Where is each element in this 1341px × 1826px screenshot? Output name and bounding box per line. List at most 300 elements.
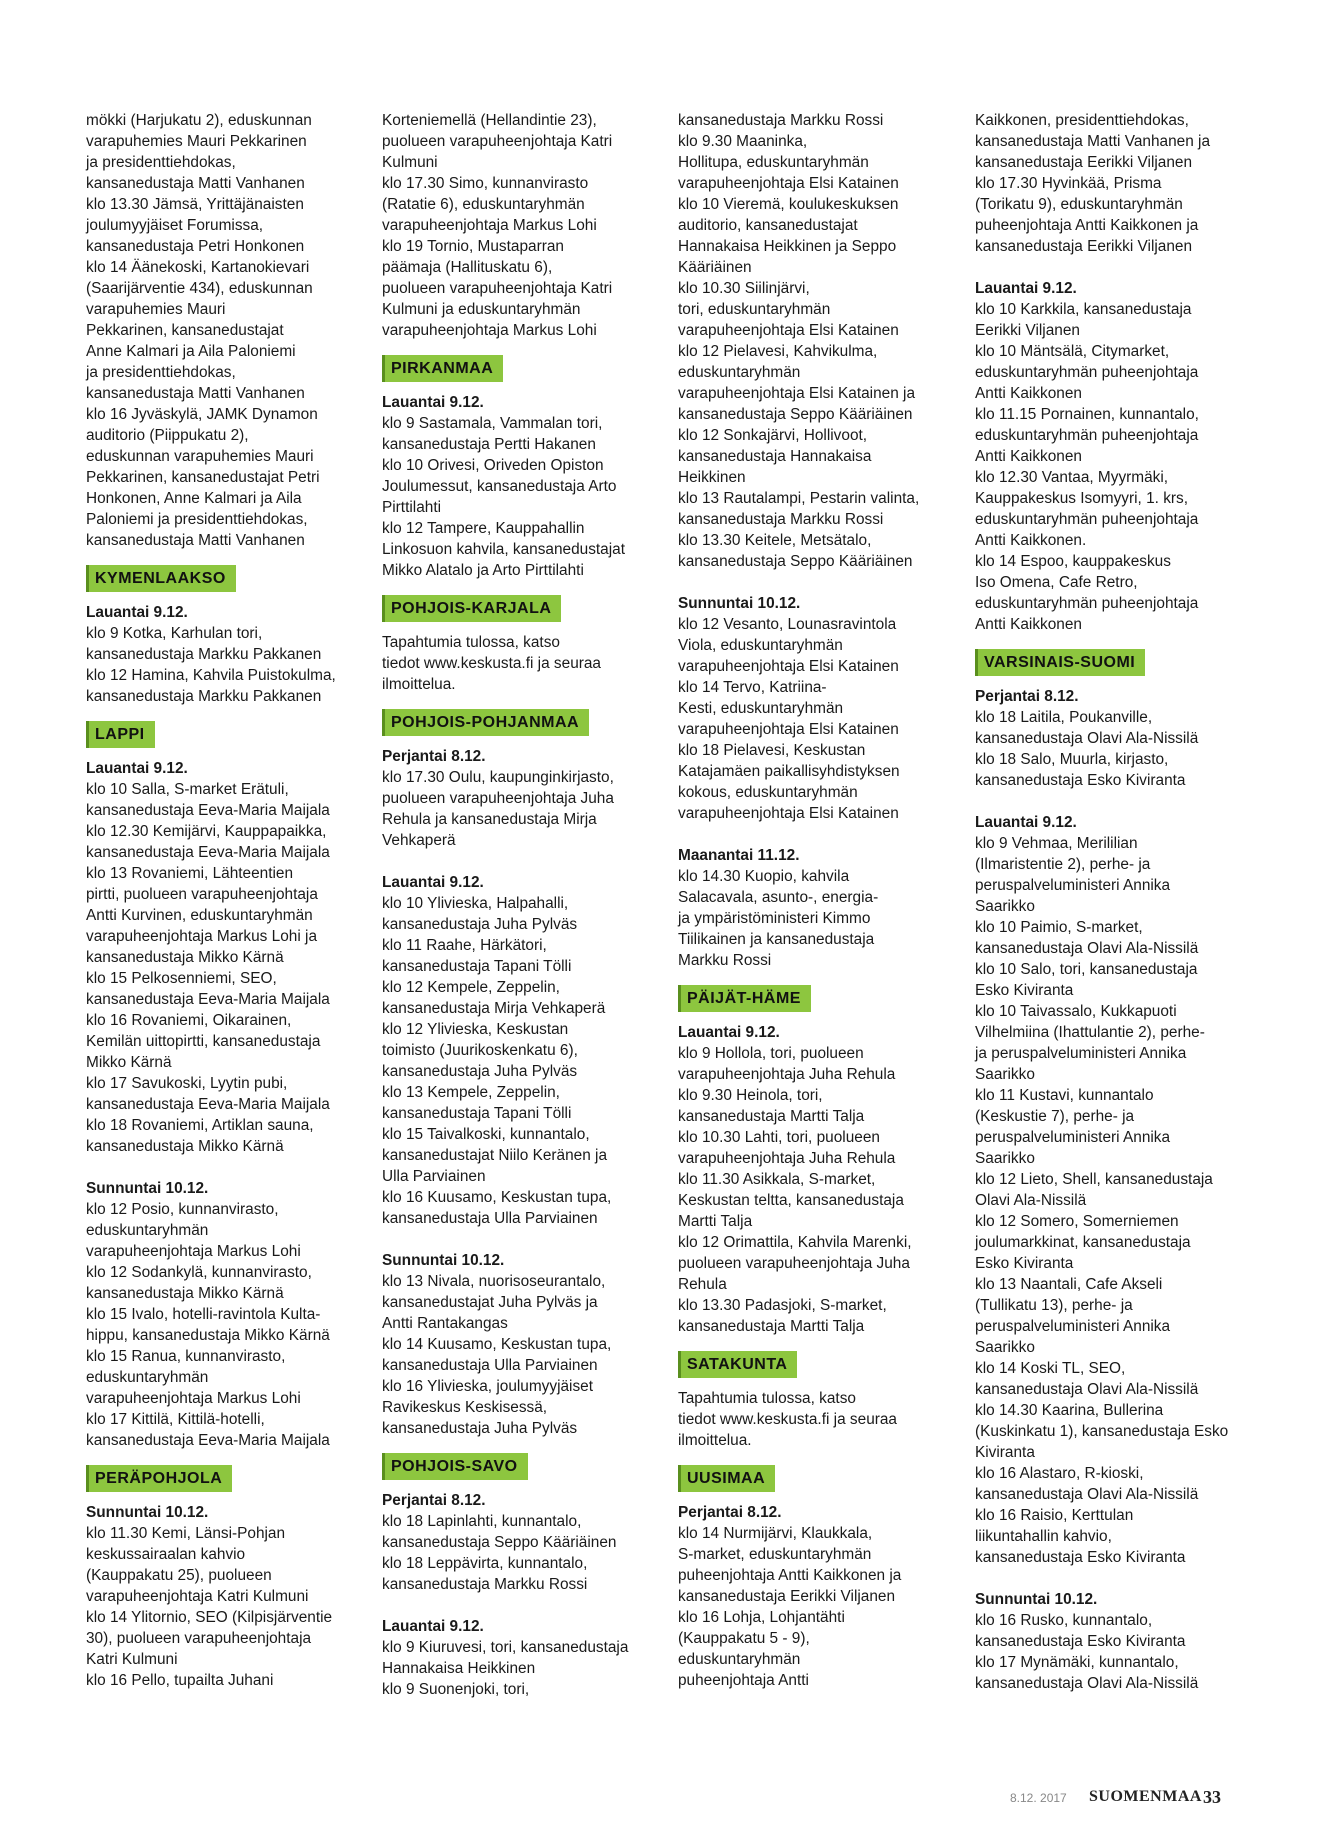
event-line: (Ratatie 6), eduskuntaryhmän xyxy=(382,196,585,213)
event-line: klo 17.30 Hyvinkää, Prisma xyxy=(975,175,1162,192)
event-line: kansanedustaja Martti Talja xyxy=(678,1108,865,1125)
event-line: kansanedustajat Juha Pylväs ja xyxy=(382,1294,598,1311)
event-line: klo 10 Ylivieska, Halpahalli, xyxy=(382,895,569,912)
event-block xyxy=(382,110,654,341)
event-line: eduskuntaryhmän puheenjohtaja xyxy=(975,427,1199,444)
event-line: Saarikko xyxy=(975,898,1035,915)
event-line: klo 15 Ivalo, hotelli-ravintola Kulta- xyxy=(86,1306,321,1323)
event-line: klo 9 Hollola, tori, puolueen xyxy=(678,1045,864,1062)
event-line: tori, eduskuntaryhmän xyxy=(678,301,831,318)
event-line: kansanedustaja Juha Pylväs xyxy=(382,1063,578,1080)
event-line: varapuheenjohtaja Juha Rehula xyxy=(678,1150,896,1167)
section-spacer xyxy=(975,791,1247,812)
event-line: klo 13.30 Padasjoki, S-market, xyxy=(678,1297,887,1314)
region-header xyxy=(678,971,950,1022)
event-line: klo 12 Sodankylä, kunnanvirasto, xyxy=(86,1264,312,1281)
event-line: Kääriäinen xyxy=(678,259,752,276)
event-line: klo 15 Ranua, kunnanvirasto, xyxy=(86,1348,286,1365)
event-line: klo 10 Mäntsälä, Citymarket, xyxy=(975,343,1170,360)
event-block xyxy=(86,1178,358,1451)
event-line: kansanedustaja Juha Pylväs xyxy=(382,1420,578,1437)
event-line: klo 16 Jyväskylä, JAMK Dynamon xyxy=(86,406,318,423)
region-tag: POHJOIS-SAVO xyxy=(382,1453,528,1480)
event-line: puolueen varapuheenjohtaja Juha xyxy=(678,1255,910,1272)
event-block xyxy=(86,110,358,551)
event-line: kansanedustaja Esko Kiviranta xyxy=(975,1549,1186,1566)
event-line: kansanedustaja Mikko Kärnä xyxy=(86,949,284,966)
event-line: puolueen varapuheenjohtaja Katri xyxy=(382,280,613,297)
event-block xyxy=(382,1250,654,1439)
event-line: Joulumessut, kansanedustaja Arto xyxy=(382,478,617,495)
event-line: Rehula xyxy=(678,1276,727,1293)
event-block xyxy=(975,278,1247,635)
event-line: klo 14.30 Kuopio, kahvila xyxy=(678,868,850,885)
event-block xyxy=(678,593,950,824)
section-spacer xyxy=(975,1568,1247,1589)
event-line: varapuheenjohtaja Juha Rehula xyxy=(678,1066,896,1083)
event-line: eduskuntaryhmän puheenjohtaja xyxy=(975,364,1199,381)
event-line: klo 10 Salla, S-market Erätuli, xyxy=(86,781,289,798)
event-block xyxy=(678,110,950,572)
event-line: Martti Talja xyxy=(678,1213,753,1230)
event-line: Paloniemi ja presidenttiehdokas, xyxy=(86,511,308,528)
region-header xyxy=(86,1451,358,1502)
region-tag: VARSINAIS-SUOMI xyxy=(975,649,1145,676)
event-line: kansanedustaja Olavi Ala-Nissilä xyxy=(975,730,1199,747)
event-line: kansanedustaja Matti Vanhanen ja xyxy=(975,133,1211,150)
event-line: varapuheenjohtaja Markus Lohi xyxy=(382,322,597,339)
column-3 xyxy=(678,110,950,1691)
event-line: Pekkarinen, kansanedustajat xyxy=(86,322,284,339)
event-line: klo 13 Rautalampi, Pestarin valinta, xyxy=(678,490,920,507)
event-line: kansanedustaja Eeva-Maria Maijala xyxy=(86,1096,330,1113)
event-line: klo 9 Sastamala, Vammalan tori, xyxy=(382,415,603,432)
event-line: Kauppakeskus Isomyyri, 1. krs, xyxy=(975,490,1188,507)
event-line: klo 14 Espoo, kauppakeskus xyxy=(975,553,1171,570)
event-line: joulumarkkinat, kansanedustaja xyxy=(975,1234,1191,1251)
event-line: klo 14 Kuusamo, Keskustan tupa, xyxy=(382,1336,612,1353)
event-line: Kemilän uittopirtti, kansanedustaja xyxy=(86,1033,321,1050)
event-line: Heikkinen xyxy=(678,469,746,486)
event-line: kansanedustaja Mikko Kärnä xyxy=(86,1285,284,1302)
event-line: klo 12 Kempele, Zeppelin, xyxy=(382,979,560,996)
day-heading: Perjantai 8.12. xyxy=(382,1492,486,1509)
event-line: varapuhemies Mauri Pekkarinen xyxy=(86,133,307,150)
event-block xyxy=(86,758,358,1157)
event-line: tiedot www.keskusta.fi ja seuraa xyxy=(382,655,601,672)
event-line: klo 15 Pelkosenniemi, SEO, xyxy=(86,970,277,987)
region-tag: PERÄPOHJOLA xyxy=(86,1465,232,1492)
event-line: S-market, eduskuntaryhmän xyxy=(678,1546,872,1563)
region-tag: POHJOIS-POHJANMAA xyxy=(382,709,589,736)
event-block xyxy=(975,1589,1247,1694)
event-line: klo 14 Tervo, Katriina- xyxy=(678,679,827,696)
event-line: klo 10 Vieremä, koulukeskuksen xyxy=(678,196,899,213)
event-line: kansanedustaja Tapani Tölli xyxy=(382,958,572,975)
event-line: Vehkaperä xyxy=(382,832,456,849)
event-line: Esko Kiviranta xyxy=(975,1255,1074,1272)
event-line: klo 12 Vesanto, Lounasravintola xyxy=(678,616,897,633)
event-line: puheenjohtaja Antti Kaikkonen ja xyxy=(975,217,1199,234)
event-line: klo 11.30 Kemi, Länsi-Pohjan xyxy=(86,1525,286,1542)
event-line: varapuheenjohtaja Elsi Katainen xyxy=(678,721,899,738)
event-line: klo 16 Rovaniemi, Oikarainen, xyxy=(86,1012,292,1029)
event-line: Eerikki Viljanen xyxy=(975,322,1080,339)
event-line: Hannakaisa Heikkinen xyxy=(382,1660,536,1677)
event-line: klo 18 Lapinlahti, kunnantalo, xyxy=(382,1513,582,1530)
region-header xyxy=(86,707,358,758)
event-line: klo 10 Paimio, S-market, xyxy=(975,919,1143,936)
event-line: Ravikeskus Keskisessä, xyxy=(382,1399,548,1416)
region-tag: PIRKANMAA xyxy=(382,355,503,382)
event-line: klo 12 Orimattila, Kahvila Marenki, xyxy=(678,1234,912,1251)
event-line: Antti Kaikkonen xyxy=(975,385,1082,402)
event-line: eduskuntaryhmän puheenjohtaja xyxy=(975,511,1199,528)
event-line: klo 13 Kempele, Zeppelin, xyxy=(382,1084,560,1101)
event-line: klo 10.30 Siilinjärvi, xyxy=(678,280,810,297)
event-line: klo 17 Mynämäki, kunnantalo, xyxy=(975,1654,1179,1671)
event-line: klo 17 Savukoski, Lyytin pubi, xyxy=(86,1075,288,1092)
event-block xyxy=(975,686,1247,791)
event-line: klo 14 Ylitornio, SEO (Kilpisjärventie xyxy=(86,1609,333,1626)
region-header xyxy=(86,551,358,602)
region-tag: SATAKUNTA xyxy=(678,1351,797,1378)
event-line: Kulmuni ja eduskuntaryhmän xyxy=(382,301,581,318)
day-heading: Lauantai 9.12. xyxy=(975,280,1077,297)
day-heading: Lauantai 9.12. xyxy=(86,760,188,777)
event-line: klo 10 Taivassalo, Kukkapuoti xyxy=(975,1003,1177,1020)
event-block xyxy=(86,602,358,707)
day-heading: Sunnuntai 10.12. xyxy=(678,595,801,612)
event-block xyxy=(975,812,1247,1568)
event-line: klo 11.30 Asikkala, S-market, xyxy=(678,1171,876,1188)
event-line: klo 9 Vehmaa, Merililian xyxy=(975,835,1138,852)
event-line: (Kuskinkatu 1), kansanedustaja Esko xyxy=(975,1423,1229,1440)
event-line: varapuheenjohtaja Markus Lohi ja xyxy=(86,928,318,945)
section-spacer xyxy=(678,572,950,593)
event-line: Antti Kurvinen, eduskuntaryhmän xyxy=(86,907,313,924)
event-line: päämaja (Hallituskatu 6), xyxy=(382,259,553,276)
event-line: kansanedustaja Seppo Kääriäinen xyxy=(678,553,913,570)
issue-date: 8.12. 2017 xyxy=(1010,1791,1067,1805)
region-header xyxy=(678,1337,950,1388)
day-heading: Sunnuntai 10.12. xyxy=(382,1252,505,1269)
event-line: keskussairaalan kahvio xyxy=(86,1546,246,1563)
event-line: kansanedustaja Matti Vanhanen xyxy=(86,175,305,192)
event-line: kokous, eduskuntaryhmän xyxy=(678,784,858,801)
event-line: Saarikko xyxy=(975,1339,1035,1356)
event-line: kansanedustaja Markku Rossi xyxy=(678,511,884,528)
event-block xyxy=(382,746,654,851)
event-line: varapuheenjohtaja Elsi Katainen xyxy=(678,175,899,192)
event-line: kansanedustaja Olavi Ala-Nissilä xyxy=(975,1675,1199,1692)
event-line: kansanedustaja Matti Vanhanen xyxy=(86,532,305,549)
event-line: klo 13.30 Jämsä, Yrittäjänaisten xyxy=(86,196,304,213)
event-line: (Ilmaristentie 2), perhe- ja xyxy=(975,856,1151,873)
event-line: liikuntahallin kahvio, xyxy=(975,1528,1112,1545)
event-line: toimisto (Juurikoskenkatu 6), xyxy=(382,1042,578,1059)
event-line: kansanedustaja Ulla Parviainen xyxy=(382,1210,598,1227)
event-line: klo 9.30 Maaninka, xyxy=(678,133,808,150)
event-line: Ulla Parviainen xyxy=(382,1168,486,1185)
event-line: klo 16 Raisio, Kerttulan xyxy=(975,1507,1134,1524)
event-line: kansanedustaja Esko Kiviranta xyxy=(975,1633,1186,1650)
event-line: kansanedustaja Eerikki Viljanen xyxy=(678,1588,896,1605)
event-line: Olavi Ala-Nissilä xyxy=(975,1192,1087,1209)
event-line: kansanedustaja Eeva-Maria Maijala xyxy=(86,991,330,1008)
event-line: varapuheenjohtaja Markus Lohi xyxy=(86,1390,301,1407)
event-line: kansanedustaja Olavi Ala-Nissilä xyxy=(975,1381,1199,1398)
event-line: Markku Rossi xyxy=(678,952,772,969)
event-line: varapuheenjohtaja Elsi Katainen ja xyxy=(678,385,916,402)
event-line: ja ympäristöministeri Kimmo xyxy=(678,910,871,927)
event-line: klo 12 Somero, Somerniemen xyxy=(975,1213,1179,1230)
event-line: Anne Kalmari ja Aila Paloniemi xyxy=(86,343,296,360)
event-line: Tapahtumia tulossa, katso xyxy=(382,634,560,651)
event-line: klo 9 Kiuruvesi, tori, kansanedustaja xyxy=(382,1639,629,1656)
event-line: pirtti, puolueen varapuheenjohtaja xyxy=(86,886,318,903)
event-line: klo 12 Sonkajärvi, Hollivoot, xyxy=(678,427,868,444)
event-line: eduskuntaryhmän xyxy=(678,1651,801,1668)
event-line: klo 12 Hamina, Kahvila Puistokulma, xyxy=(86,667,336,684)
region-header xyxy=(382,1439,654,1490)
event-line: Antti Kaikkonen xyxy=(975,448,1082,465)
event-line: klo 12.30 Vantaa, Myyrmäki, xyxy=(975,469,1169,486)
event-line: klo 12 Lieto, Shell, kansanedustaja xyxy=(975,1171,1213,1188)
event-line: klo 16 Pello, tupailta Juhani xyxy=(86,1672,274,1689)
event-line: klo 10.30 Lahti, tori, puolueen xyxy=(678,1129,880,1146)
event-block xyxy=(975,110,1247,257)
region-header xyxy=(382,341,654,392)
event-line: kansanedustaja Olavi Ala-Nissilä xyxy=(975,1486,1199,1503)
event-line: Mikko Alatalo ja Arto Pirttilahti xyxy=(382,562,584,579)
event-line: kansanedustaja Markku Rossi xyxy=(382,1576,588,1593)
event-line: (Tullikatu 13), perhe- ja xyxy=(975,1297,1133,1314)
event-block xyxy=(382,632,654,695)
event-line: Saarikko xyxy=(975,1150,1035,1167)
event-line: kansanedustaja Juha Pylväs xyxy=(382,916,578,933)
event-line: klo 11 Kustavi, kunnantalo xyxy=(975,1087,1154,1104)
event-line: tiedot www.keskusta.fi ja seuraa xyxy=(678,1411,897,1428)
event-line: kansanedustaja Ulla Parviainen xyxy=(382,1357,598,1374)
event-line: klo 18 Leppävirta, kunnantalo, xyxy=(382,1555,588,1572)
event-line: ilmoittelua. xyxy=(678,1432,752,1449)
event-line: klo 17.30 Simo, kunnanvirasto xyxy=(382,175,589,192)
event-line: varapuheenjohtaja Elsi Katainen xyxy=(678,322,899,339)
event-line: kansanedustaja Eeva-Maria Maijala xyxy=(86,802,330,819)
event-line: klo 18 Salo, Muurla, kirjasto, xyxy=(975,751,1169,768)
event-line: klo 16 Ylivieska, joulumyyjäiset xyxy=(382,1378,594,1395)
event-line: Kesti, eduskuntaryhmän xyxy=(678,700,844,717)
day-heading: Lauantai 9.12. xyxy=(382,1618,484,1635)
event-line: Iso Omena, Cafe Retro, xyxy=(975,574,1138,591)
event-line: klo 17.30 Oulu, kaupunginkirjasto, xyxy=(382,769,614,786)
region-tag: LAPPI xyxy=(86,721,155,748)
event-line: kansanedustaja Eeva-Maria Maijala xyxy=(86,844,330,861)
event-line: klo 12 Posio, kunnanvirasto, xyxy=(86,1201,279,1218)
event-line: ja presidenttiehdokas, xyxy=(86,364,236,381)
event-line: Korteniemellä (Hellandintie 23), xyxy=(382,112,597,129)
day-heading: Lauantai 9.12. xyxy=(975,814,1077,831)
event-line: Tapahtumia tulossa, katso xyxy=(678,1390,856,1407)
event-line: varapuheenjohtaja Elsi Katainen xyxy=(678,805,899,822)
event-line: Antti Kaikkonen. xyxy=(975,532,1087,549)
day-heading: Perjantai 8.12. xyxy=(678,1504,782,1521)
event-block xyxy=(678,1388,950,1451)
region-tag: KYMENLAAKSO xyxy=(86,565,236,592)
event-line: varapuheenjohtaja Elsi Katainen xyxy=(678,658,899,675)
event-line: klo 13 Naantali, Cafe Akseli xyxy=(975,1276,1163,1293)
event-line: Kulmuni xyxy=(382,154,438,171)
event-line: peruspalveluministeri Annika xyxy=(975,1129,1171,1146)
section-spacer xyxy=(678,824,950,845)
event-line: klo 12.30 Kemijärvi, Kauppapaikka, xyxy=(86,823,327,840)
event-line: Kaikkonen, presidenttiehdokas, xyxy=(975,112,1189,129)
event-line: klo 10 Karkkila, kansanedustaja xyxy=(975,301,1192,318)
event-line: mökki (Harjukatu 2), eduskunnan xyxy=(86,112,312,129)
event-line: puolueen varapuheenjohtaja Juha xyxy=(382,790,614,807)
event-line: kansanedustaja Esko Kiviranta xyxy=(975,772,1186,789)
event-line: 30), puolueen varapuheenjohtaja xyxy=(86,1630,312,1647)
event-line: kansanedustaja Mikko Kärnä xyxy=(86,1138,284,1155)
event-line: Saarikko xyxy=(975,1066,1035,1083)
region-header xyxy=(382,581,654,632)
event-line: klo 9 Kotka, Karhulan tori, xyxy=(86,625,263,642)
event-line: auditorio, kansanedustajat xyxy=(678,217,858,234)
event-line: kansanedustaja Martti Talja xyxy=(678,1318,865,1335)
event-line: (Kauppakatu 25), puolueen xyxy=(86,1567,272,1584)
event-line: kansanedustaja Pertti Hakanen xyxy=(382,436,596,453)
day-heading: Maanantai 11.12. xyxy=(678,847,800,864)
event-line: klo 12 Tampere, Kauppahallin xyxy=(382,520,585,537)
event-line: klo 13 Rovaniemi, Lähteentien xyxy=(86,865,294,882)
event-line: Esko Kiviranta xyxy=(975,982,1074,999)
magazine-name: SUOMENMAA xyxy=(1089,1788,1202,1805)
event-line: klo 14 Äänekoski, Kartanokievari xyxy=(86,259,310,276)
region-tag: UUSIMAA xyxy=(678,1465,775,1492)
event-line: klo 10 Orivesi, Oriveden Opiston xyxy=(382,457,604,474)
event-line: (Saarijärventie 434), eduskunnan xyxy=(86,280,313,297)
region-header xyxy=(678,1451,950,1502)
column-1 xyxy=(86,110,358,1691)
event-line: Pekkarinen, kansanedustajat Petri xyxy=(86,469,320,486)
event-line: klo 16 Alastaro, R-kioski, xyxy=(975,1465,1144,1482)
column-2 xyxy=(382,110,654,1700)
event-line: klo 14 Nurmijärvi, Klaukkala, xyxy=(678,1525,873,1542)
day-heading: Lauantai 9.12. xyxy=(382,394,484,411)
event-block xyxy=(382,872,654,1229)
event-line: Linkosuon kahvila, kansanedustajat xyxy=(382,541,625,558)
event-line: kansanedustaja Tapani Tölli xyxy=(382,1105,572,1122)
day-heading: Perjantai 8.12. xyxy=(975,688,1079,705)
event-line: peruspalveluministeri Annika xyxy=(975,877,1171,894)
event-line: ilmoittelua. xyxy=(382,676,456,693)
event-line: ja peruspalveluministeri Annika xyxy=(975,1045,1187,1062)
event-line: (Kauppakatu 5 - 9), xyxy=(678,1630,810,1647)
event-line: klo 11.15 Pornainen, kunnantalo, xyxy=(975,406,1199,423)
page-number: 33 xyxy=(1203,1787,1221,1807)
event-line: Rehula ja kansanedustaja Mirja xyxy=(382,811,597,828)
event-block xyxy=(382,1616,654,1700)
event-line: kansanedustaja Mirja Vehkaperä xyxy=(382,1000,606,1017)
event-line: kansanedustaja Eerikki Viljanen xyxy=(975,154,1193,171)
event-line: joulumyyjäiset Forumissa, xyxy=(86,217,264,234)
event-line: eduskuntaryhmän puheenjohtaja xyxy=(975,595,1199,612)
event-block xyxy=(382,392,654,581)
event-line: klo 13.30 Keitele, Metsätalo, xyxy=(678,532,872,549)
event-line: kansanedustajat Niilo Keränen ja xyxy=(382,1147,608,1164)
event-line: varapuheenjohtaja Katri Kulmuni xyxy=(86,1588,309,1605)
event-line: klo 9.30 Heinola, tori, xyxy=(678,1087,823,1104)
section-spacer xyxy=(975,257,1247,278)
event-line: kansanedustaja Seppo Kääriäinen xyxy=(382,1534,617,1551)
event-line: eduskuntaryhmän xyxy=(86,1222,209,1239)
event-line: puheenjohtaja Antti xyxy=(678,1672,809,1689)
event-line: kansanedustaja Hannakaisa xyxy=(678,448,872,465)
event-line: (Torikatu 9), eduskuntaryhmän xyxy=(975,196,1183,213)
page-footer xyxy=(1010,1787,1310,1811)
event-line: Kiviranta xyxy=(975,1444,1035,1461)
event-line: puolueen varapuheenjohtaja Katri xyxy=(382,133,613,150)
event-line: ja presidenttiehdokas, xyxy=(86,154,236,171)
event-line: klo 16 Kuusamo, Keskustan tupa, xyxy=(382,1189,612,1206)
region-header xyxy=(975,635,1247,686)
section-spacer xyxy=(86,1157,358,1178)
event-line: kansanedustaja Eeva-Maria Maijala xyxy=(86,1432,330,1449)
event-line: klo 18 Pielavesi, Keskustan xyxy=(678,742,866,759)
event-line: (Keskustie 7), perhe- ja xyxy=(975,1108,1135,1125)
event-line: Viola, eduskuntaryhmän xyxy=(678,637,843,654)
day-heading: Perjantai 8.12. xyxy=(382,748,486,765)
event-line: klo 15 Taivalkoski, kunnantalo, xyxy=(382,1126,590,1143)
event-block xyxy=(678,845,950,971)
event-line: klo 14.30 Kaarina, Bullerina xyxy=(975,1402,1164,1419)
event-line: Katajamäen paikallisyhdistyksen xyxy=(678,763,900,780)
event-line: Pirttilahti xyxy=(382,499,442,516)
event-line: eduskuntaryhmän xyxy=(678,364,801,381)
event-line: klo 12 Pielavesi, Kahvikulma, xyxy=(678,343,878,360)
day-heading: Sunnuntai 10.12. xyxy=(86,1504,209,1521)
event-block xyxy=(86,1502,358,1691)
event-line: klo 10 Salo, tori, kansanedustaja xyxy=(975,961,1198,978)
event-line: Hollitupa, eduskuntaryhmän xyxy=(678,154,869,171)
day-heading: Lauantai 9.12. xyxy=(86,604,188,621)
event-line: kansanedustaja Markku Pakkanen xyxy=(86,646,322,663)
event-line: hippu, kansanedustaja Mikko Kärnä xyxy=(86,1327,330,1344)
event-block xyxy=(382,1490,654,1595)
event-block xyxy=(678,1022,950,1337)
section-spacer xyxy=(382,1595,654,1616)
event-line: eduskunnan varapuhemies Mauri xyxy=(86,448,314,465)
section-spacer xyxy=(382,851,654,872)
event-line: klo 13 Nivala, nuorisoseurantalo, xyxy=(382,1273,606,1290)
event-line: kansanedustaja Seppo Kääriäinen xyxy=(678,406,913,423)
column-4 xyxy=(975,110,1247,1694)
region-header xyxy=(382,695,654,746)
event-line: klo 19 Tornio, Mustaparran xyxy=(382,238,564,255)
event-line: kansanedustaja Olavi Ala-Nissilä xyxy=(975,940,1199,957)
region-tag: POHJOIS-KARJALA xyxy=(382,595,561,622)
region-tag: PÄIJÄT-HÄME xyxy=(678,985,811,1012)
event-line: Antti Rantakangas xyxy=(382,1315,508,1332)
event-line: puheenjohtaja Antti Kaikkonen ja xyxy=(678,1567,902,1584)
event-line: varapuheenjohtaja Markus Lohi xyxy=(382,217,597,234)
event-line: Honkonen, Anne Kalmari ja Aila xyxy=(86,490,302,507)
event-line: varapuhemies Mauri xyxy=(86,301,226,318)
event-line: kansanedustaja Matti Vanhanen xyxy=(86,385,305,402)
event-line: klo 17 Kittilä, Kittilä-hotelli, xyxy=(86,1411,265,1428)
day-heading: Lauantai 9.12. xyxy=(382,874,484,891)
